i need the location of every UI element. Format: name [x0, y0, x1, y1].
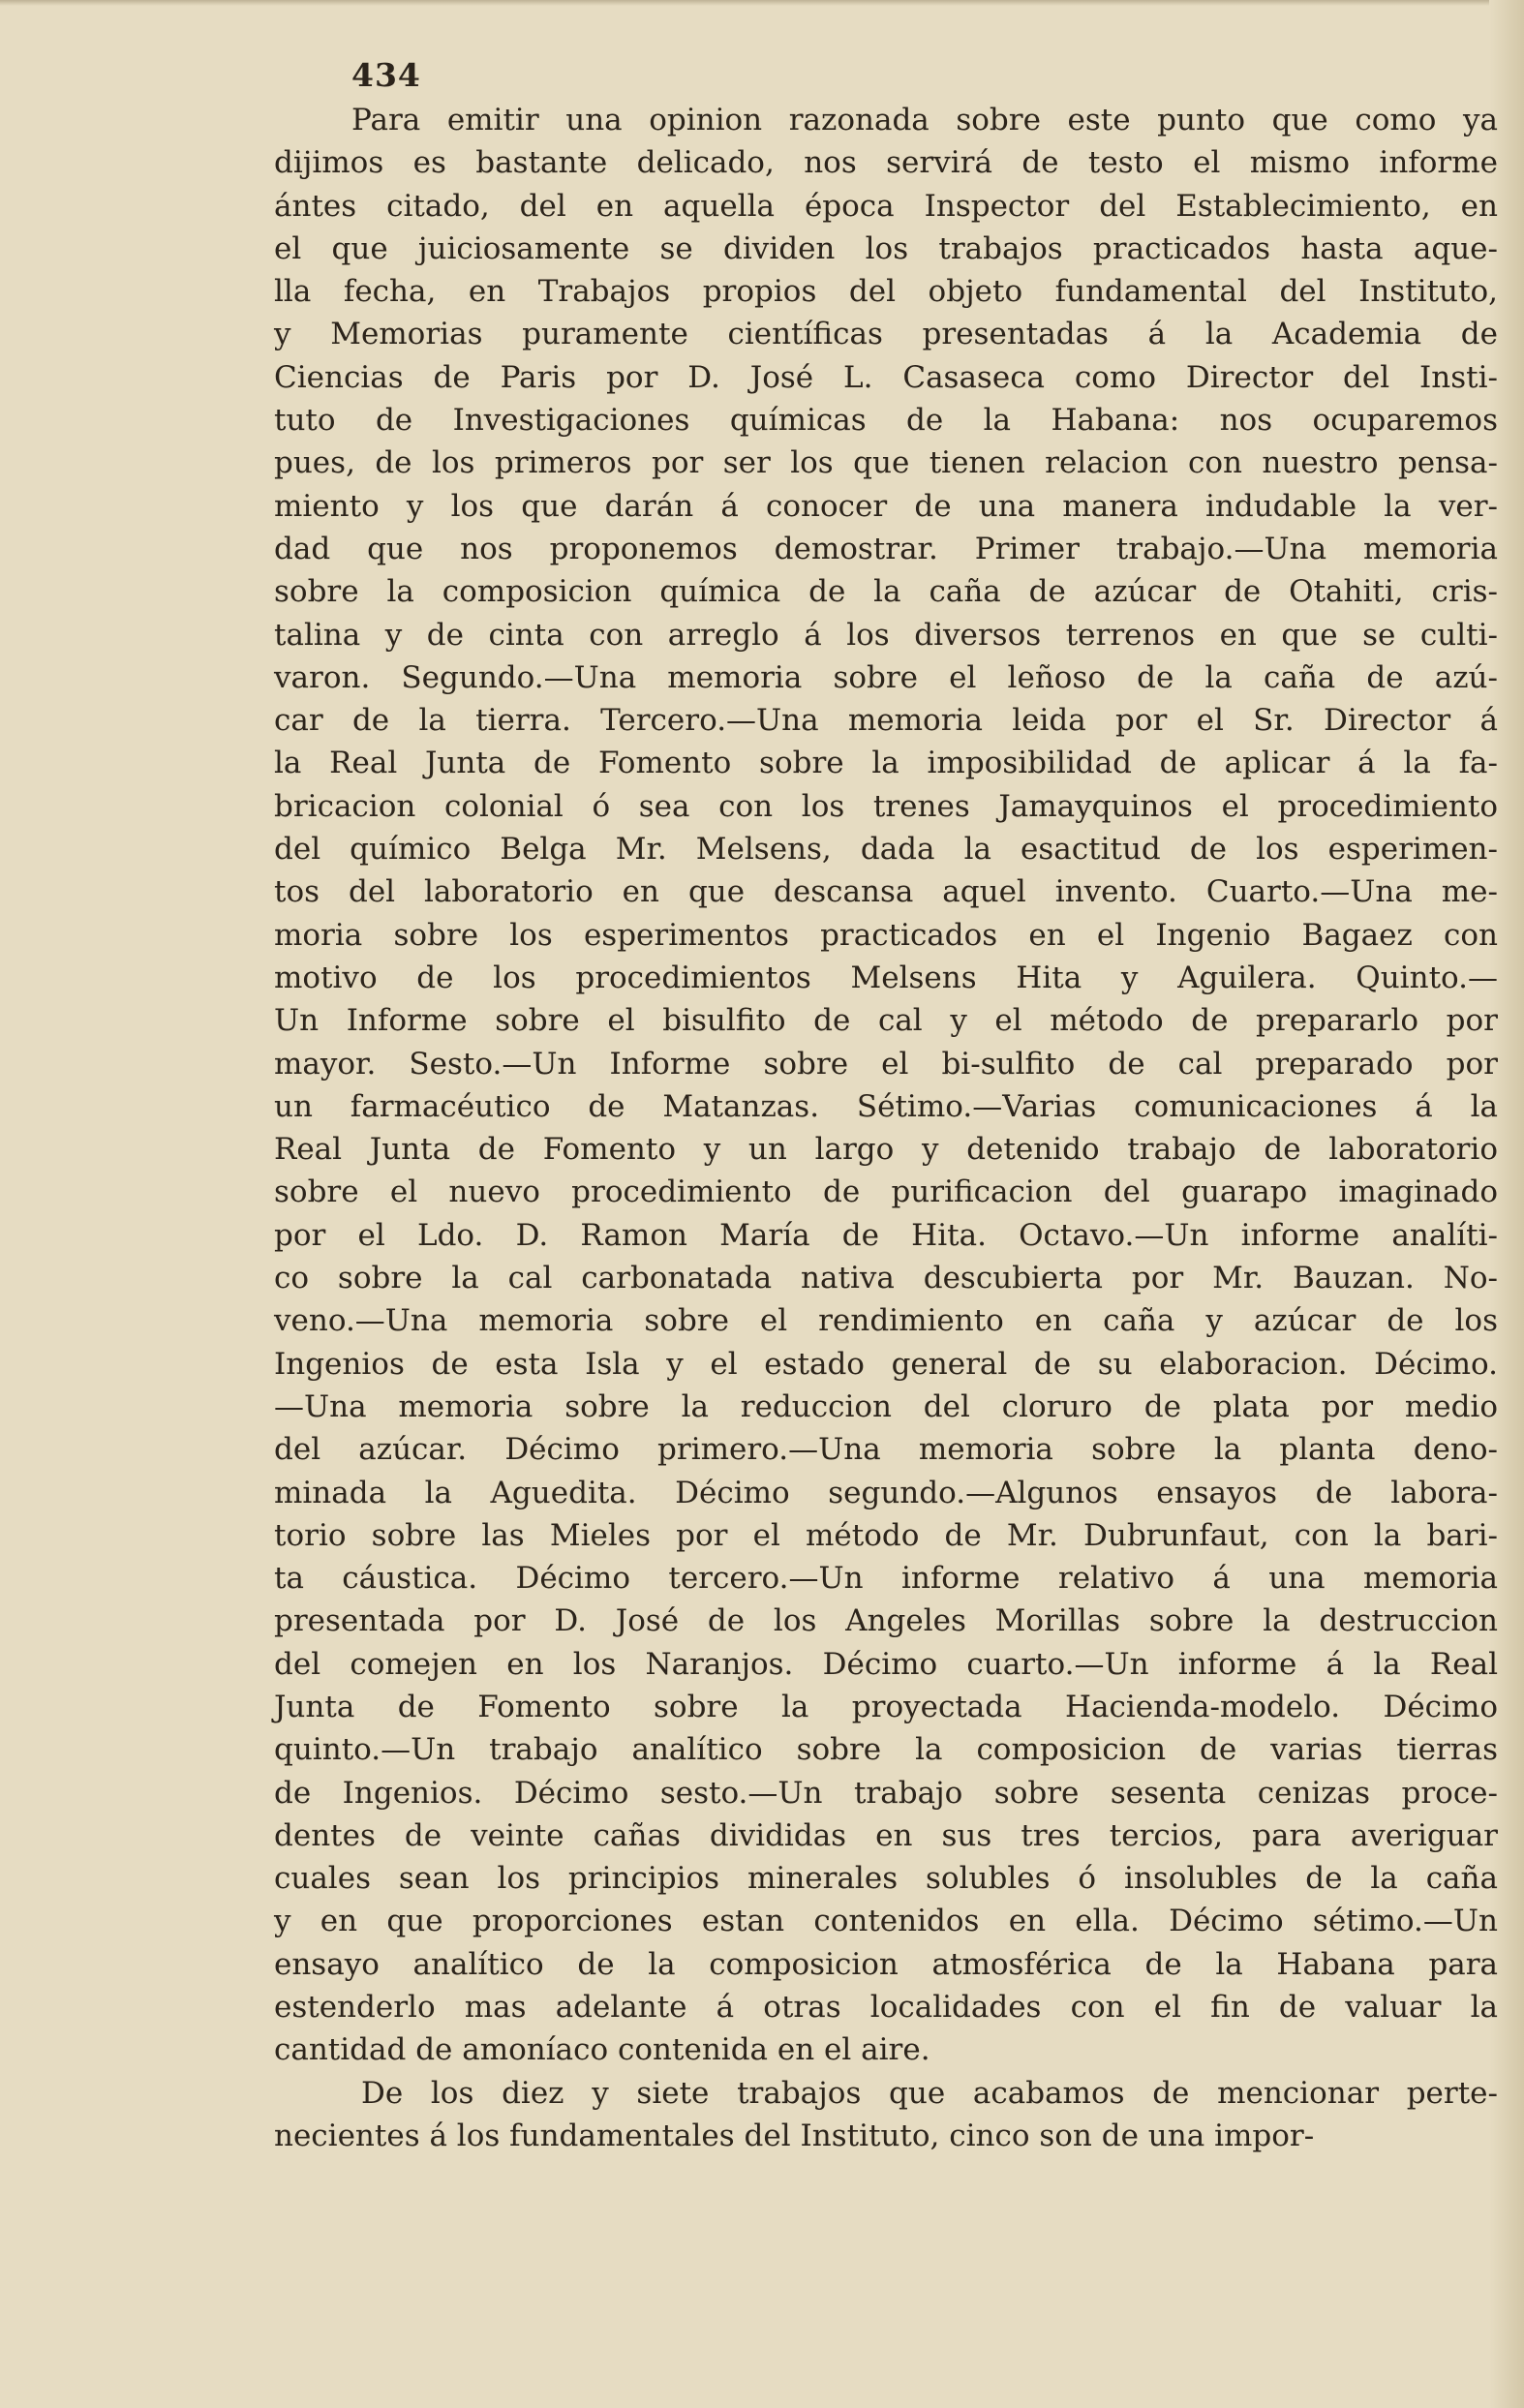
text-line: miento y los que darán á conocer de una manera indudable la ver- [274, 488, 1498, 524]
text-line: el que juiciosamente se dividen los trabajos practicados hasta aque- [274, 230, 1498, 266]
text-line: y Memorias puramente científicas presentadas á la Academia de [274, 317, 1498, 352]
text-line: ensayo analítico de la composicion atmosférica de la Habana para [274, 1946, 1498, 1982]
text-line: necientes á los fundamentales del Instituto, cinco son de una impor- [274, 2118, 1315, 2153]
text-line: co sobre la cal carbonatada nativa descubierta por Mr. Bauzan. No- [274, 1261, 1498, 1296]
page-top-edge [0, 0, 1524, 6]
text-line: dijimos es bastante delicado, nos servirá de testo el mismo informe [274, 145, 1498, 181]
text-line: presentada por D. José de los Angeles Morillas sobre la destruccion [274, 1603, 1498, 1639]
text-line: Ciencias de Paris por D. José L. Casaseca como Director del Insti- [274, 359, 1498, 395]
text-line: lla fecha, en Trabajos propios del objeto fundamental del Instituto, [274, 274, 1498, 310]
text-line: bricacion colonial ó sea con los trenes Jamayquinos el procedimiento [274, 788, 1498, 824]
paragraph-lines [274, 99, 1498, 2157]
text-line: minada la Aguedita. Décimo segundo.—Algunos ensayos de labora- [274, 1475, 1498, 1510]
text-line: ta cáustica. Décimo tercero.—Un informe relativo á una memoria [274, 1561, 1498, 1597]
text-line: del comejen en los Naranjos. Décimo cuarto.—Un informe á la Real [274, 1646, 1498, 1682]
text-line: moria sobre los esperimentos practicados en el Ingenio Bagaez con [274, 917, 1498, 953]
text-line: veno.—Una memoria sobre el rendimiento en caña y azúcar de los [274, 1303, 1498, 1339]
text-line: del azúcar. Décimo primero.—Una memoria sobre la planta deno- [274, 1432, 1498, 1468]
text-line: Real Junta de Fomento y un largo y detenido trabajo de laboratorio [274, 1132, 1498, 1168]
text-line: Ingenios de esta Isla y el estado general de su elaboracion. Décimo. [274, 1346, 1498, 1382]
text-line: tuto de Investigaciones químicas de la Habana: nos ocuparemos [274, 403, 1498, 439]
page-body [274, 52, 1498, 2157]
text-line: quinto.—Un trabajo analítico sobre la composicion de varias tierras [274, 1732, 1498, 1768]
page-number: 434 [351, 56, 421, 94]
text-line: De los diez y siete trabajos que acabamos de mencionar perte- [361, 2075, 1498, 2111]
text-line: la Real Junta de Fomento sobre la imposibilidad de aplicar á la fa- [274, 746, 1498, 781]
text-line: varon. Segundo.—Una memoria sobre el leñoso de la caña de azú- [274, 659, 1498, 695]
text-line: estenderlo mas adelante á otras localidades con el fin de valuar la [274, 1990, 1498, 2026]
text-line: cuales sean los principios minerales solubles ó insolubles de la caña [274, 1861, 1498, 1897]
text-line: torio sobre las Mieles por el método de Mr. Dubrunfaut, con la bari- [274, 1517, 1498, 1553]
text-line: del químico Belga Mr. Melsens, dada la esactitud de los esperimen- [274, 832, 1498, 868]
text-line: —Una memoria sobre la reduccion del cloruro de plata por medio [274, 1388, 1498, 1424]
text-line: sobre el nuevo procedimiento de purificacion del guarapo imaginado [274, 1174, 1498, 1210]
text-line: sobre la composicion química de la caña de azúcar de Otahiti, cris- [274, 574, 1498, 610]
text-line: ántes citado, del en aquella época Inspector del Establecimiento, en [274, 188, 1498, 224]
text-line: dentes de veinte cañas divididas en sus tres tercios, para averiguar [274, 1817, 1498, 1853]
text-line: mayor. Sesto.—Un Informe sobre el bi-sulfito de cal preparado por [274, 1046, 1498, 1082]
text-line: un farmacéutico de Matanzas. Sétimo.—Varias comunicaciones á la [274, 1088, 1498, 1124]
text-line: cantidad de amoníaco contenida en el aire. [274, 2032, 930, 2068]
text-line: motivo de los procedimientos Melsens Hita y Aguilera. Quinto.— [274, 960, 1498, 995]
text-line: Para emitir una opinion razonada sobre este punto que como ya [351, 103, 1498, 137]
text-line: talina y de cinta con arreglo á los diversos terrenos en que se culti- [274, 617, 1498, 653]
text-line: por el Ldo. D. Ramon María de Hita. Octavo.—Un informe analíti- [274, 1217, 1498, 1253]
text-line: Junta de Fomento sobre la proyectada Hacienda-modelo. Décimo [274, 1689, 1498, 1724]
text-line: Un Informe sobre el bisulfito de cal y el método de prepararlo por [274, 1003, 1498, 1039]
text-line: pues, de los primeros por ser los que tienen relacion con nuestro pensa- [274, 445, 1498, 481]
text-line: de Ingenios. Décimo sesto.—Un trabajo sobre sesenta cenizas proce- [274, 1775, 1498, 1811]
text-line: y en que proporciones estan contenidos en ella. Décimo sétimo.—Un [274, 1904, 1498, 1939]
text-line: dad que nos proponemos demostrar. Primer trabajo.—Una memoria [274, 531, 1498, 566]
text-line: tos del laboratorio en que descansa aquel invento. Cuarto.—Una me- [274, 874, 1498, 910]
text-line: car de la tierra. Tercero.—Una memoria leida por el Sr. Director á [274, 703, 1498, 739]
